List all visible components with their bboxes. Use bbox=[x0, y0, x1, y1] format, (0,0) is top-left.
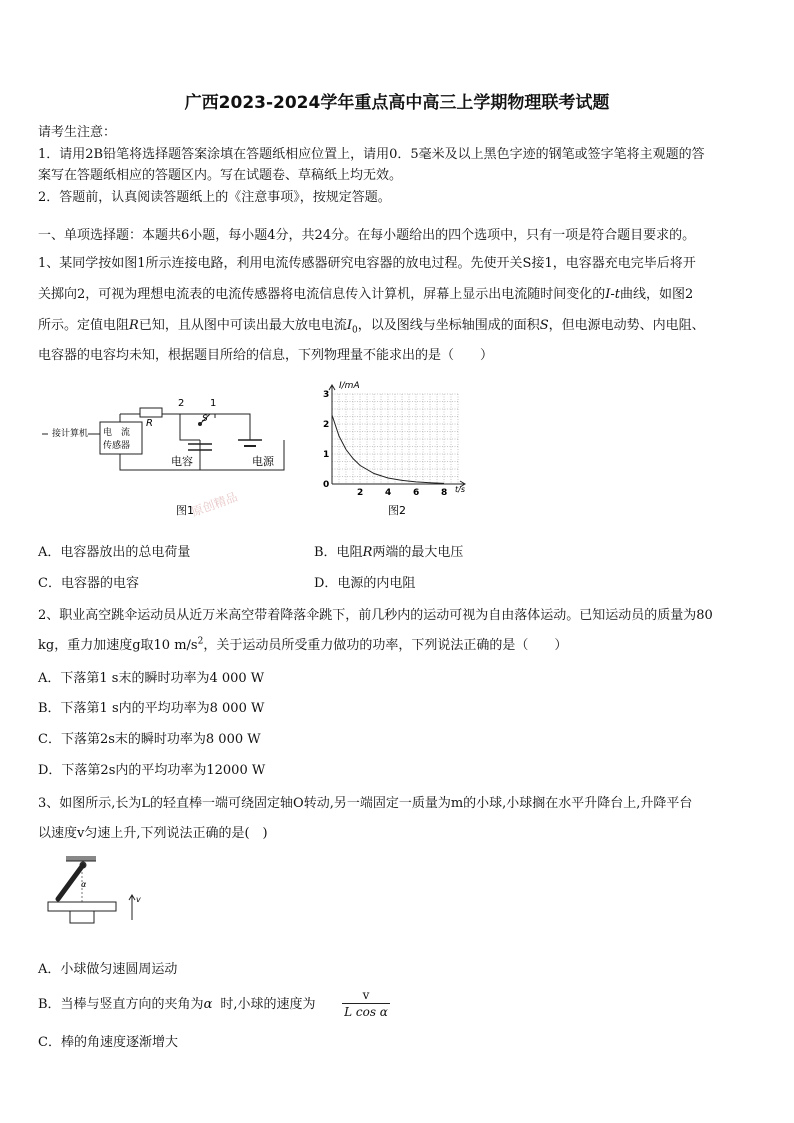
x-tick-label: 6 bbox=[413, 488, 420, 498]
q1-line3-c: ，以及图线与坐标轴围成的面积 bbox=[357, 318, 540, 333]
y-tick-label: 0 bbox=[323, 480, 330, 490]
y-tick-label: 3 bbox=[323, 390, 330, 400]
q1-option-a[interactable]: A．电容器放出的总电荷量 bbox=[38, 545, 191, 560]
q1-line4: 电容器的电容均未知，根据题目所给的信息，下列物理量不能求出的是（ ） bbox=[38, 348, 494, 363]
q1-R-symbol: R bbox=[129, 318, 139, 333]
q1-I-subscript: 0 bbox=[351, 325, 358, 336]
terminal-1-label: 1 bbox=[210, 398, 217, 409]
q1-option-b-R: R bbox=[362, 545, 373, 560]
platform-base bbox=[70, 911, 94, 923]
q2-line2 bbox=[38, 634, 567, 653]
fig2-caption: 图2 bbox=[388, 504, 406, 517]
q1-line1: 1、某同学按如图1所示连接电路，利用电流传感器研究电容器的放电过程。先使开关S接1，电容器充电完毕后将开 bbox=[38, 256, 696, 271]
chart-grid bbox=[332, 394, 458, 484]
q2-line2-b: ，关于运动员所受重力做功的功率，下列说法正确的是（ ） bbox=[203, 638, 568, 653]
lifting-platform bbox=[48, 902, 116, 911]
chart-ticks bbox=[323, 390, 447, 498]
q3-option-b-alpha: α bbox=[203, 997, 213, 1012]
fig1-caption: 图1 bbox=[176, 504, 194, 517]
capacitor-label: 电容 bbox=[171, 455, 193, 468]
fraction-numerator: v bbox=[342, 988, 390, 1004]
q2-line2-a: kg，重力加速度g取10 m/s bbox=[38, 638, 198, 653]
sensor-label-line2: 传感器 bbox=[103, 441, 131, 451]
notice-item1-line1: 1．请用2B铅笔将选择题答案涂填在答题纸相应位置上，请用0．5毫米及以上黑色字迹的钢笔或签字笔将主观题的答 bbox=[38, 147, 705, 162]
notice-heading: 请考生注意： bbox=[38, 125, 117, 140]
page-title: 广西2023-2024学年重点高中高三上学期物理联考试题 bbox=[184, 93, 610, 113]
velocity-fraction bbox=[342, 988, 390, 1019]
q3-line2: 以速度v匀速上升,下列说法正确的是( ) bbox=[38, 826, 268, 841]
q1-line2 bbox=[38, 283, 693, 302]
it-chart bbox=[312, 378, 472, 520]
q1-S-symbol: S bbox=[539, 318, 549, 333]
q1-line3-d: ，但电源电动势、内电阻、 bbox=[548, 318, 705, 333]
resistor-symbol bbox=[140, 408, 162, 417]
source-label: 电源 bbox=[252, 455, 274, 468]
terminal-2-label: 2 bbox=[178, 398, 185, 409]
q2-option-a[interactable]: A．下落第1 s末的瞬时功率为4 000 W bbox=[38, 671, 265, 686]
q3-option-b-b: 时,小球的速度为 bbox=[220, 997, 316, 1012]
q2-option-c[interactable]: C．下落第2s末的瞬时功率为8 000 W bbox=[38, 732, 261, 747]
q3-line1: 3、如图所示,长为L的轻直棒一端可绕固定轴O转动,另一端固定一质量为m的小球,小球搁在水平升降台上,升降平台 bbox=[38, 796, 693, 811]
q1-it-symbol: I-t bbox=[605, 287, 621, 302]
q1-I-symbol: I bbox=[346, 318, 352, 333]
y-tick-label: 1 bbox=[323, 450, 330, 460]
q3-option-a[interactable]: A．小球做匀速圆周运动 bbox=[38, 962, 178, 977]
q1-option-b-b: 两端的最大电压 bbox=[372, 545, 464, 560]
rod-platform-figure bbox=[46, 854, 156, 928]
q1-line3-a: 所示。定值电阻 bbox=[38, 318, 130, 333]
resistor-label: R bbox=[146, 418, 153, 429]
x-tick-label: 4 bbox=[385, 488, 392, 498]
x-tick-label: 8 bbox=[441, 488, 448, 498]
q1-line2-b: 曲线，如图2 bbox=[620, 287, 694, 302]
q1-option-c[interactable]: C．电容器的电容 bbox=[38, 576, 139, 591]
q3-option-b[interactable] bbox=[38, 993, 315, 1012]
q1-line3-b: 已知，且从图中可读出最大放电电流 bbox=[138, 318, 347, 333]
q1-line3 bbox=[38, 314, 705, 336]
light-rod bbox=[58, 865, 83, 899]
angle-alpha-label: α bbox=[81, 880, 87, 889]
computer-label: 接计算机 bbox=[52, 429, 89, 439]
q2-superscript: 2 bbox=[197, 636, 204, 647]
sensor-label-line1: 电 流 bbox=[103, 428, 131, 438]
section-heading: 一、单项选择题：本题共6小题，每小题4分，共24分。在每小题给出的四个选项中，只有一项是符合题目要求的。 bbox=[38, 228, 696, 243]
fraction-denominator: L cos α bbox=[344, 1005, 388, 1019]
q1-option-d[interactable]: D．电源的内电阻 bbox=[314, 576, 416, 591]
q1-line2-a: 关掷向2，可视为理想电流表的电流传感器将电流信息传入计算机，屏幕上显示出电流随时间变化的 bbox=[38, 287, 606, 302]
chart-ylabel: I/mA bbox=[339, 381, 360, 391]
q3-option-b-a: B．当棒与竖直方向的夹角为 bbox=[38, 997, 204, 1012]
watermark-stamp: 原创精品 bbox=[189, 489, 240, 520]
q2-line1: 2、职业高空跳伞运动员从近万米高空带着降落伞跳下，前几秒内的运动可视为自由落体运动。已知运动员的质量为80 bbox=[38, 608, 713, 623]
notice-item2: 2．答题前，认真阅读答题纸上的《注意事项》，按规定答题。 bbox=[38, 190, 391, 205]
q1-option-b-a: B．电阻 bbox=[314, 545, 363, 560]
q2-option-b[interactable]: B．下落第1 s内的平均功率为8 000 W bbox=[38, 701, 265, 716]
velocity-label: v bbox=[136, 895, 141, 904]
switch-label: S bbox=[202, 414, 208, 424]
q1-option-b[interactable] bbox=[314, 541, 463, 560]
ceiling-support bbox=[66, 856, 96, 861]
circuit-figure bbox=[40, 384, 290, 520]
y-tick-label: 2 bbox=[323, 420, 330, 430]
chart-xlabel: t/s bbox=[455, 485, 465, 494]
x-tick-label: 2 bbox=[357, 488, 364, 498]
chart-axes bbox=[329, 385, 465, 487]
q3-option-c[interactable]: C．棒的角速度逐渐增大 bbox=[38, 1035, 178, 1050]
notice-item1-line2: 案写在答题纸相应的答题区内。写在试题卷、草稿纸上均无效。 bbox=[38, 168, 403, 183]
q2-option-d[interactable]: D．下落第2s内的平均功率为12000 W bbox=[38, 763, 266, 778]
